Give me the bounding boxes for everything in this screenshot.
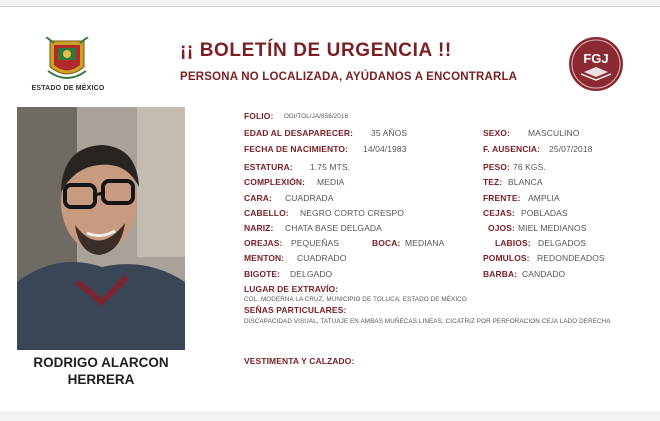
folio-label: FOLIO: [244, 111, 274, 121]
f-ausencia-value: 25/07/2018 [549, 144, 593, 154]
edad-label: EDAD AL DESAPARECER: [244, 128, 354, 138]
menton-label: MENTON: [244, 253, 285, 263]
estado-de-mexico-crest-icon [44, 37, 90, 81]
boca-label: BOCA: [372, 238, 401, 248]
tez-value: BLANCA [508, 177, 543, 187]
bigote-label: BIGOTE: [244, 269, 281, 279]
bulletin-subtitle: PERSONA NO LOCALIZADA, AYÚDANOS A ENCONTRARLA [180, 71, 518, 83]
frente-label: FRENTE: [483, 193, 521, 203]
labios-value: DELGADOS [538, 238, 587, 248]
pomulos-label: POMULOS: [483, 253, 530, 263]
nariz-label: NARIZ: [244, 223, 274, 233]
fgj-logo-icon [568, 36, 624, 92]
f-ausencia-label: F. AUSENCIA: [483, 144, 541, 154]
senas-particulares-value: DISCAPACIDAD VISUAL, TATUAJE EN AMBAS MUÑECAS LINEAS, CICATRIZ POR PERFORACION CEJA LADO DERECHA [244, 318, 611, 325]
person-name-line1: RODRIGO ALARCON [33, 355, 169, 370]
peso-label: PESO: [483, 162, 510, 172]
cejas-value: POBLADAS [521, 208, 568, 218]
sexo-label: SEXO: [483, 128, 510, 138]
orejas-label: OREJAS: [244, 238, 283, 248]
cara-value: CUADRADA [285, 193, 334, 203]
complexion-label: COMPLEXIÓN: [244, 177, 306, 187]
cara-label: CARA: [244, 193, 272, 203]
ojos-value: MIEL MEDIANOS [518, 223, 587, 233]
peso-value: 76 KGS. [513, 162, 546, 172]
state-label: ESTADO DE MÉXICO [31, 85, 105, 92]
person-photo [17, 107, 185, 350]
complexion-value: MEDIA [317, 177, 345, 187]
barba-value: CANDADO [522, 269, 566, 279]
tez-label: TEZ: [483, 177, 503, 187]
estatura-label: ESTATURA: [244, 162, 293, 172]
fgj-logo-text: FGJ [583, 51, 609, 66]
fecha-nacimiento-value: 14/04/1983 [363, 144, 407, 154]
labios-label: LABIOS: [495, 238, 531, 248]
vestimenta-label: VESTIMENTA Y CALZADO: [244, 356, 355, 366]
bulletin-title: ¡¡ BOLETÍN DE URGENCIA !! [180, 40, 452, 61]
folio-value: ODI/TOL/JA/856/2018 [284, 113, 349, 120]
lugar-extravio-value: COL. MODERNA LA CRUZ, MUNICIPIO DE TOLUCA, ESTADO DE MÉXICO [244, 296, 467, 303]
boca-value: MEDIANA [405, 238, 445, 248]
cabello-label: CABELLO: [244, 208, 289, 218]
cejas-label: CEJAS: [483, 208, 515, 218]
person-name [17, 354, 185, 388]
senas-particulares-label: SEÑAS PARTICULARES: [244, 305, 347, 315]
frente-value: AMPLIA [528, 193, 560, 203]
lugar-extravio-label: LUGAR DE EXTRAVÍO: [244, 284, 339, 294]
barba-label: BARBA: [483, 269, 518, 279]
orejas-value: PEQUEÑAS [291, 238, 340, 248]
person-name-line2: HERRERA [67, 372, 135, 387]
sexo-value: MASCULINO [528, 128, 580, 138]
ojos-label: OJOS: [488, 223, 515, 233]
fecha-nacimiento-label: FECHA DE NACIMIENTO: [244, 144, 348, 154]
menton-value: CUADRADO [297, 253, 347, 263]
bigote-value: DELGADO [290, 269, 333, 279]
pomulos-value: REDONDEADOS [537, 253, 605, 263]
cabello-value: NEGRO CORTO CRESPO [300, 208, 404, 218]
nariz-value: CHATA BASE DELGADA [285, 223, 382, 233]
estatura-value: 1.75 MTS. [310, 162, 351, 172]
edad-value: 35 AÑOS [371, 128, 408, 138]
